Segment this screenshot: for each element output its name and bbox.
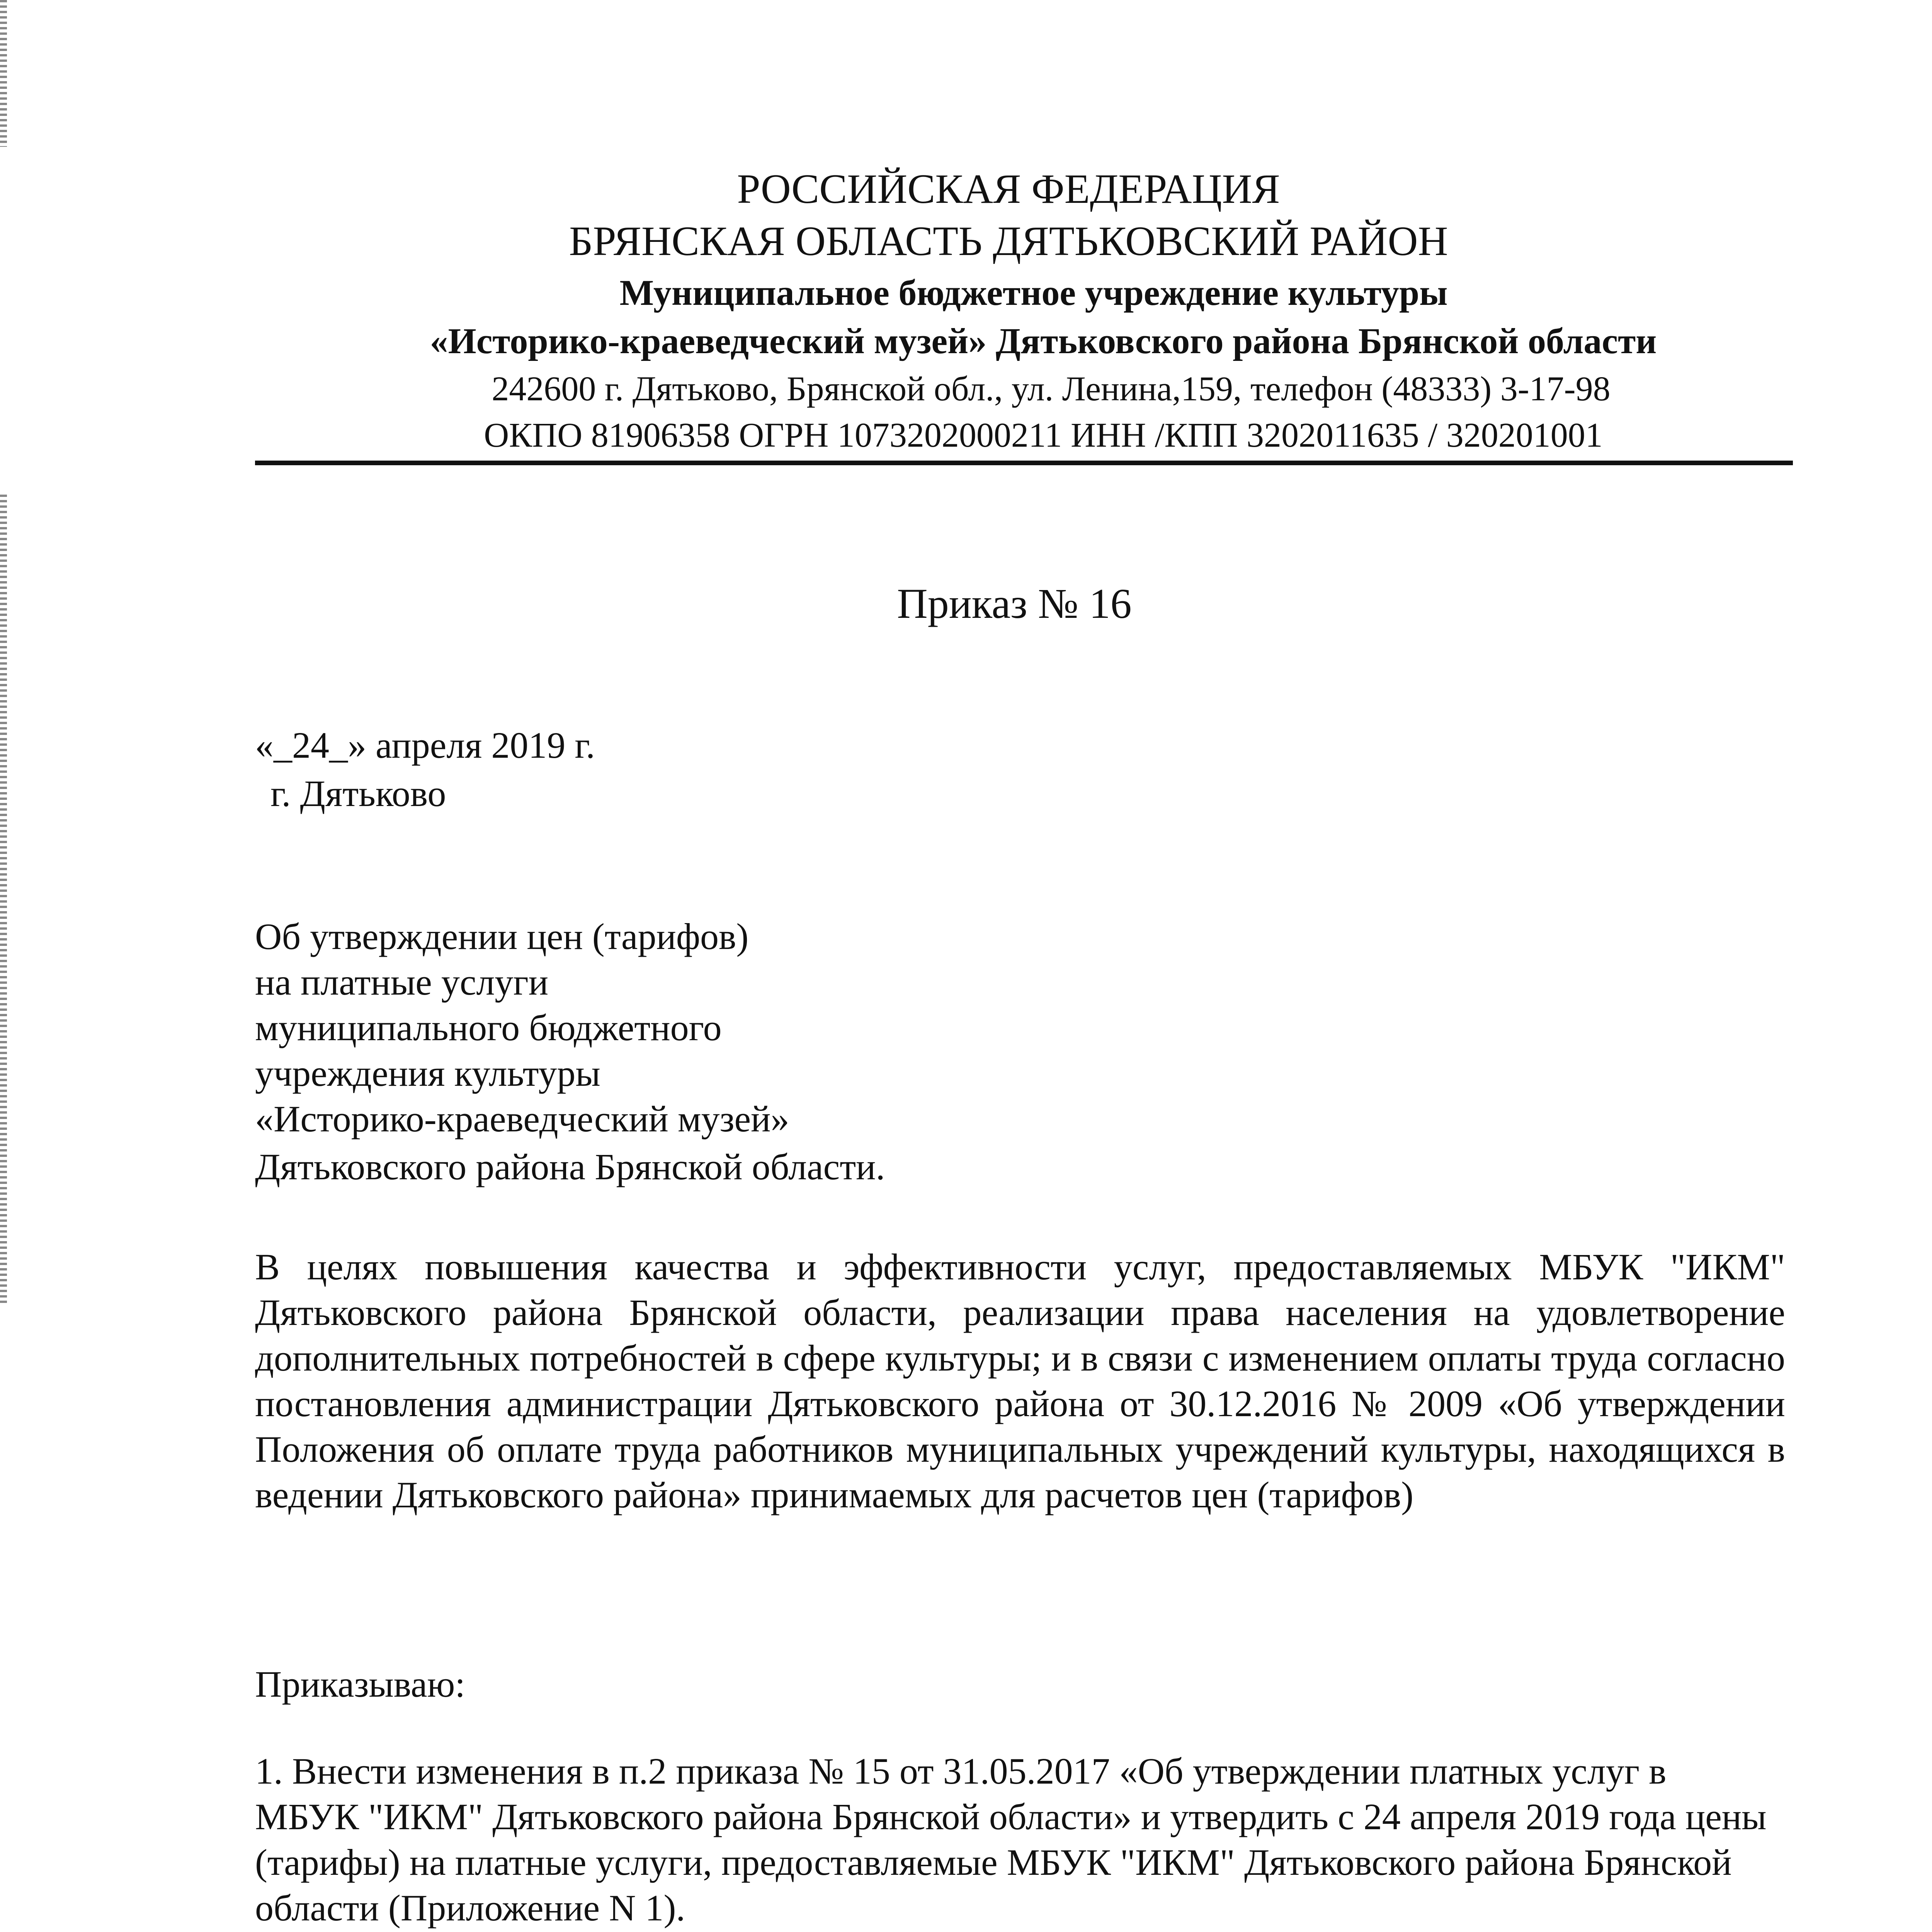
order-subject — [255, 914, 1182, 1190]
order-city: г. Дятьково — [270, 773, 446, 814]
subject-line: Дятьковского района Брянской области. — [255, 1146, 885, 1187]
subject-line: «Историко-краеведческий музей» — [255, 1098, 789, 1139]
order-word: Приказываю: — [255, 1663, 465, 1705]
header-address: 242600 г. Дятьково, Брянской обл., ул. Ленина,159, телефон (48333) 3-17-98 — [492, 370, 1611, 408]
header-region: БРЯНСКАЯ ОБЛАСТЬ ДЯТЬКОВСКИЙ РАЙОН — [569, 218, 1448, 264]
header-org-line2: «Историко-краеведческий музей» Дятьковского района Брянской области — [430, 321, 1657, 361]
order-date: «_24_» апреля 2019 г. — [255, 724, 595, 766]
header-org-line1: Муниципальное бюджетное учреждение культуры — [619, 273, 1448, 313]
subject-line: муниципального бюджетного — [255, 1007, 722, 1048]
subject-line: учреждения культуры — [255, 1053, 600, 1094]
subject-line: на платные услуги — [255, 961, 549, 1003]
scan-edge-top — [0, 0, 7, 147]
header-rule — [255, 461, 1793, 465]
subject-line: Об утверждении цен (тарифов) — [255, 916, 749, 957]
preamble-paragraph: В целях повышения качества и эффективности услуг, предоставляемых МБУК "ИКМ" Дятьковского района Брянской области, реализации права населения на удовлетворение дополнительных потребностей в сфере культуры; и в связи с изменением оплаты труда согласно постановления администрации Дятьковского района от 30.12.2016 № 2009 «Об утверждении Положения об оплате труда работников муниципальных учреждений культуры, находящихся в ведении Дятьковского района» принимаемых для расчетов цен (тарифов) — [255, 1246, 1785, 1515]
order-title: Приказ № 16 — [897, 580, 1132, 627]
header-country: РОССИЙСКАЯ ФЕДЕРАЦИЯ — [737, 166, 1280, 212]
header-codes: ОКПО 81906358 ОГРН 1073202000211 ИНН /КПП 3202011635 / 320201001 — [484, 416, 1603, 454]
order-item: 1. Внести изменения в п.2 приказа № 15 от 31.05.2017 «Об утверждении платных услуг в МБУК "ИКМ" Дятьковского района Брянской области» и утвердить с 24 апреля 2019 года цены (тарифы) на платные услуги, предоставляемые МБУК "ИКМ" Дятьковского района Брянской области (Приложение N 1). — [255, 1750, 1767, 1929]
